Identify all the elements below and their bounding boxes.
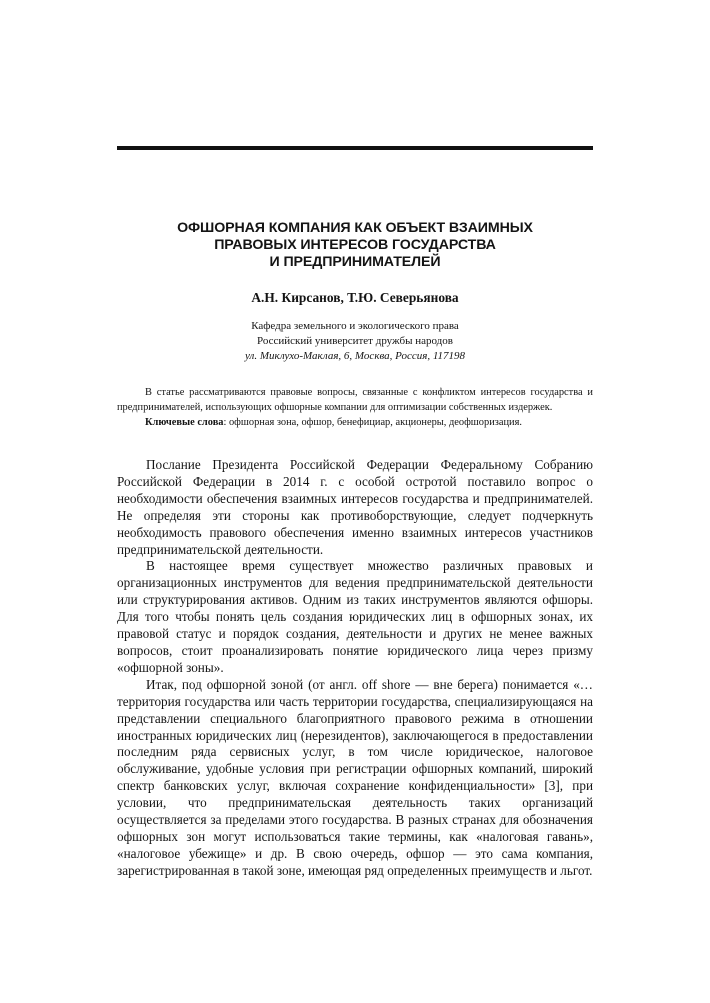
- keywords-line: [117, 416, 593, 431]
- article-authors: А.Н. Кирсанов, Т.Ю. Северьянова: [251, 290, 459, 305]
- header-rule: [117, 146, 593, 150]
- title-line-3: И ПРЕДПРИНИМАТЕЛЕЙ: [269, 254, 441, 270]
- title-line-1: ОФШОРНАЯ КОМПАНИЯ КАК ОБЪЕКТ ВЗАИМНЫХ: [177, 220, 533, 236]
- affiliation-address: ул. Миклухо-Маклая, 6, Москва, Россия, 117198: [244, 350, 466, 362]
- keywords-text: : офшорная зона, офшор, бенефициар, акционеры, деофшоризация.: [223, 416, 522, 428]
- article-body: [117, 457, 593, 880]
- body-paragraph-1: Послание Президента Российской Федерации Федеральному Собранию Российской Федерации в 2014 г. с особой остротой поставило вопрос о необходимости обеспечения взаимных интересов государства и предпринимателей. Не определяя эти стороны как противоборствующие, следует подчеркнуть необходимость правового обеспечения именно взаимных интересов участников предпринимательской деятельности.: [117, 457, 593, 557]
- title-line-2: ПРАВОВЫХ ИНТЕРЕСОВ ГОСУДАРСТВА: [214, 237, 496, 253]
- body-paragraph-2: В настоящее время существует множество различных правовых и организационных инструментов для ведения предпринимательской деятельности или структурирования активов. Одним из таких инструментов являются офшоры. Для того чтобы понять цель создания юридических лиц в офшорных зонах, их правовой статус и порядок создания, деятельности и других не менее важных вопросов, стоит проанализировать понятие юридического лица через призму «офшорной зоны».: [117, 558, 593, 675]
- abstract-text: В статье рассматриваются правовые вопросы, связанные с конфликтом интересов государства и предпринимателей, использующих офшорные компании для оптимизации собственных издержек.: [117, 387, 593, 413]
- keywords-label: Ключевые слова: [145, 416, 224, 428]
- affiliation: [117, 319, 593, 364]
- affiliation-department: Кафедра земельного и экологического права: [251, 320, 459, 332]
- body-paragraph-3: Итак, под офшорной зоной (от англ. off shore — вне берега) понимается «…территория государства или часть территории государства, специализирующаяся на представлении специального благоприятного правового режима в отношении иностранных юридических лиц (нерезидентов), заключающегося в предоставлении последним ряда сервисных услуг, в том числе юридическое, налоговое обслуживание, удобные условия при регистрации офшорных компаний, широкий спектр банковских услуг, включая сохранение конфиденциальности» [3], при условии, что предпринимательская деятельность таких организаций осуществляется за пределами этого государства. В разных странах для обозначения офшорных зон могут использоваться такие термины, как «налоговая гавань», «налоговое убежище» и др. В свою очередь, офшор — это сама компания, зарегистрированная в такой зоне, имеющая ряд определенных преимуществ и льгот.: [117, 676, 593, 878]
- affiliation-university: Российский университет дружбы народов: [257, 335, 453, 347]
- article-title: [117, 220, 593, 271]
- abstract-block: [117, 386, 593, 430]
